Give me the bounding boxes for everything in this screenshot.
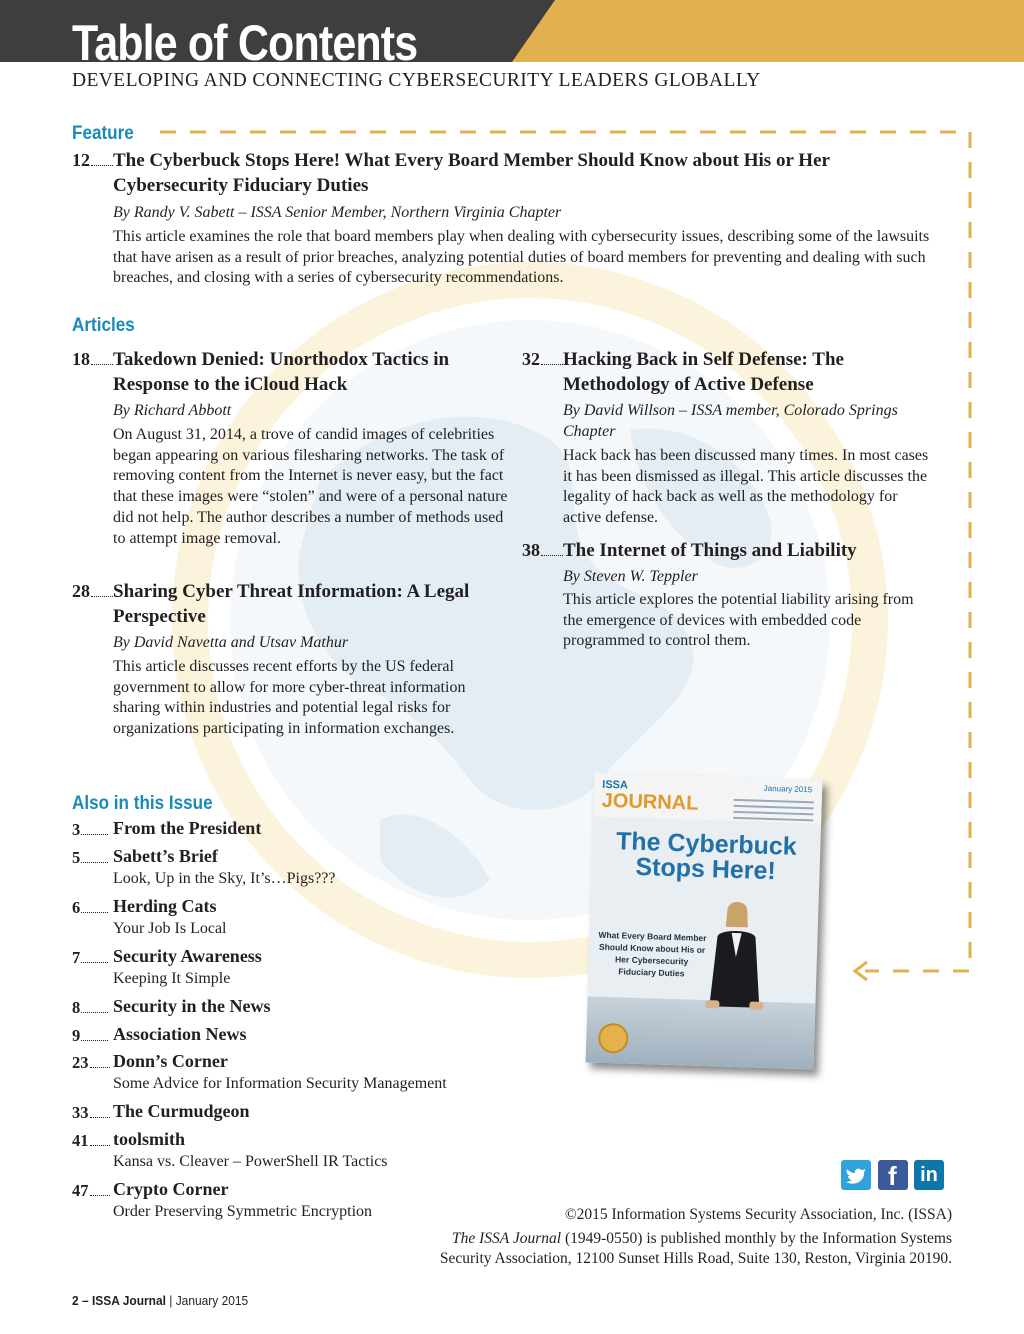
also-subtitle: Look, Up in the Sky, It’s…Pigs??? <box>113 870 336 887</box>
cover-date: January 2015 <box>763 783 813 795</box>
also-page-number: 6 <box>72 898 108 918</box>
feature-byline: By Randy V. Sabett – ISSA Senior Member, Northern Virginia Chapter <box>113 204 562 221</box>
article-byline: By Steven W. Teppler <box>563 568 698 585</box>
also-title[interactable]: Sabett’s Brief <box>113 846 218 866</box>
publication-address: Security Association, 12100 Sunset Hills Road, Suite 130, Reston, Virginia 20190. <box>439 1250 952 1267</box>
also-title[interactable]: Security Awareness <box>113 946 262 966</box>
journal-name: The ISSA Journal <box>452 1230 562 1247</box>
also-subtitle: Kansa vs. Cleaver – PowerShell IR Tactics <box>113 1153 388 1170</box>
also-subtitle: Your Job Is Local <box>113 920 227 937</box>
also-page-number: 47 <box>72 1181 110 1201</box>
page-title: Table of Contents <box>72 15 418 71</box>
also-page-number: 23 <box>72 1053 110 1073</box>
articles-heading: Articles <box>72 315 135 336</box>
also-page-number: 3 <box>72 820 108 840</box>
also-title[interactable]: toolsmith <box>113 1129 185 1149</box>
article-page-number: 28 <box>72 581 113 602</box>
article-description: This article discusses recent efforts by the US federal government to allow for more cyber-threat information sharing within industries and potential legal risks for organizations participating in information exchanges. <box>113 658 466 738</box>
publication-info-text: (1949-0550) is published monthly by the Information Systems <box>561 1230 952 1247</box>
article-description: On August 31, 2014, a trove of candid images of celebrities began appearing on various filesharing networks. The task of removing content from the Internet is never easy, but the fact that these images were “stolen” and were of a personal nature did not help. The author describes a number of methods used to attempt image removal. <box>113 426 508 547</box>
page-subtitle: DEVELOPING AND CONNECTING CYBERSECURITY LEADERS GLOBALLY <box>72 70 761 91</box>
article-page-number: 18 <box>72 349 113 370</box>
also-title[interactable]: Association News <box>113 1024 247 1044</box>
article-page-number: 32 <box>522 349 563 370</box>
footer-issue: January 2015 <box>175 1293 249 1308</box>
also-heading: Also in this Issue <box>72 793 213 814</box>
also-title[interactable]: Donn’s Corner <box>113 1051 228 1071</box>
journal-cover-image[interactable] <box>586 772 823 1069</box>
article-description: This article explores the potential liability arising from the emergence of devices with embedded code programmed to control them. <box>563 591 914 650</box>
also-subtitle: Keeping It Simple <box>113 970 231 987</box>
feature-heading: Feature <box>72 123 134 144</box>
also-title[interactable]: From the President <box>113 818 262 838</box>
also-page-number: 5 <box>72 848 108 868</box>
also-page-number: 8 <box>72 998 108 1018</box>
cover-journal-logo: JOURNAL <box>601 789 699 815</box>
cover-contents-lines <box>733 795 814 825</box>
facebook-icon[interactable] <box>878 1160 908 1190</box>
article-title[interactable]: Sharing Cyber Threat Information: A Legal Perspective <box>113 581 470 627</box>
twitter-icon[interactable] <box>841 1160 871 1190</box>
also-subtitle: Some Advice for Information Security Management <box>113 1075 447 1092</box>
article-byline: By David Willson – ISSA member, Colorado Springs Chapter <box>563 402 898 440</box>
article-byline: By David Navetta and Utsav Mathur <box>113 634 349 651</box>
also-page-number: 33 <box>72 1103 110 1123</box>
also-title[interactable]: Security in the News <box>113 996 271 1016</box>
footer-page-label: 2 – ISSA Journal <box>72 1293 166 1308</box>
cover-subhead: What Every Board Member Should Know about His or Her Cybersecurity Fiduciary Duties <box>598 929 707 979</box>
feature-page-number: 12 <box>72 150 113 171</box>
article-page-number: 38 <box>522 540 563 561</box>
article-description: Hack back has been discussed many times. In most cases it has been dismissed as illegal. This article discusses the legality of hack back as well as the methodology for active defense. <box>563 447 929 527</box>
page-footer: 2 – ISSA Journal | January 2015 <box>72 1293 249 1308</box>
article-title[interactable]: The Internet of Things and Liability <box>563 540 857 561</box>
article-title[interactable]: Hacking Back in Self Defense: The Methodology of Active Defense <box>563 349 844 395</box>
copyright-line: ©2015 Information Systems Security Association, Inc. (ISSA) <box>564 1206 952 1223</box>
also-title[interactable]: Herding Cats <box>113 896 217 916</box>
article-title[interactable]: Takedown Denied: Unorthodox Tactics in Response to the iCloud Hack <box>113 349 450 395</box>
linkedin-icon[interactable]: in <box>914 1160 944 1190</box>
also-subtitle: Order Preserving Symmetric Encryption <box>113 1203 373 1220</box>
facebook-glyph: f <box>888 1161 897 1191</box>
also-page-number: 41 <box>72 1131 110 1151</box>
also-title[interactable]: Crypto Corner <box>113 1179 229 1199</box>
cover-issa-logo: ISSA <box>602 778 629 792</box>
also-title[interactable]: The Curmudgeon <box>113 1101 250 1121</box>
also-page-number: 7 <box>72 948 108 968</box>
also-page-number: 9 <box>72 1026 108 1046</box>
article-byline: By Richard Abbott <box>113 402 232 419</box>
feature-title[interactable]: The Cyberbuck Stops Here! What Every Board Member Should Know about His or Her Cybersecurity Fiduciary Duties <box>113 150 830 196</box>
cover-businesswoman-figure <box>703 896 766 1068</box>
cover-headline: The Cyberbuck Stops Here! <box>615 827 798 886</box>
feature-description: This article examines the role that board members play when dealing with cybersecurity issues, describing some of the lawsuits that have arisen as a result of prior breaches, analyzing potential duties of board members for preventing and dealing with such breaches, and closing with a series of cybersecurity recommendations. <box>113 228 930 287</box>
publication-info <box>452 1230 952 1248</box>
